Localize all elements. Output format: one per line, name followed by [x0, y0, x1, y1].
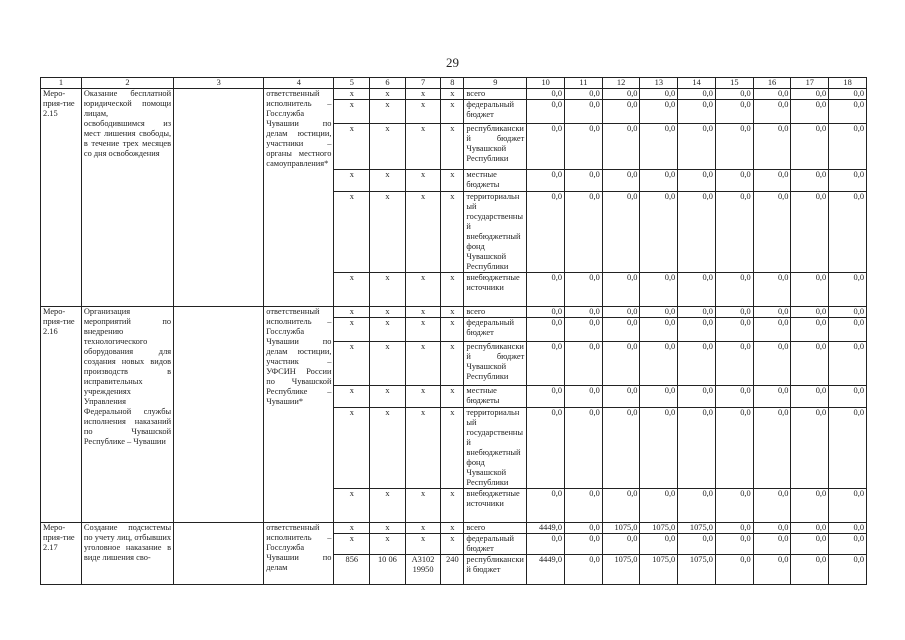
budget-code-cell: x [405, 318, 441, 342]
amount-cell: 0,0 [527, 408, 565, 489]
amount-cell: 0,0 [527, 170, 565, 192]
budget-code-cell: x [441, 192, 464, 273]
amount-cell: 0,0 [678, 192, 716, 273]
column-number: 12 [602, 78, 640, 89]
amount-cell: 0,0 [640, 307, 678, 318]
budget-code-cell: x [405, 489, 441, 523]
budget-code-cell: x [441, 489, 464, 523]
amount-cell: 0,0 [640, 273, 678, 307]
amount-cell: 0,0 [753, 124, 791, 170]
amount-cell: 0,0 [640, 534, 678, 555]
budget-code-cell: x [441, 386, 464, 408]
budget-code-cell: x [370, 124, 406, 170]
budget-code-cell: x [334, 100, 370, 124]
amount-cell: 0,0 [753, 342, 791, 386]
funding-source-cell: федеральный бюджет [464, 534, 527, 555]
amount-cell: 0,0 [527, 307, 565, 318]
amount-cell: 1075,0 [678, 523, 716, 534]
amount-cell: 0,0 [753, 534, 791, 555]
amount-cell: 0,0 [602, 534, 640, 555]
budget-code-cell: 856 [334, 555, 370, 585]
amount-cell: 0,0 [829, 386, 867, 408]
funding-source-cell: территориальный государственный внебюджетный фонд Чувашской Республики [464, 192, 527, 273]
activity-executor: ответственный исполнитель – Госслужба Чувашии по делам [264, 523, 334, 585]
amount-cell: 0,0 [715, 408, 753, 489]
amount-cell: 0,0 [565, 273, 603, 307]
budget-code-cell: x [370, 489, 406, 523]
budget-code-cell: x [405, 523, 441, 534]
amount-cell: 0,0 [791, 534, 829, 555]
program-activity-table [40, 77, 867, 585]
amount-cell: 0,0 [791, 408, 829, 489]
table-row [41, 89, 867, 100]
column-number: 5 [334, 78, 370, 89]
amount-cell: 0,0 [791, 489, 829, 523]
amount-cell: 0,0 [602, 100, 640, 124]
budget-code-cell: x [441, 89, 464, 100]
amount-cell: 0,0 [602, 124, 640, 170]
amount-cell: 0,0 [678, 318, 716, 342]
budget-code-cell: x [370, 386, 406, 408]
amount-cell: 4449,0 [527, 523, 565, 534]
budget-code-cell: x [334, 318, 370, 342]
amount-cell: 1075,0 [678, 555, 716, 585]
amount-cell: 0,0 [753, 408, 791, 489]
budget-code-cell: x [334, 386, 370, 408]
amount-cell: 0,0 [715, 124, 753, 170]
empty-column-3 [174, 523, 264, 585]
amount-cell: 0,0 [602, 342, 640, 386]
amount-cell: 0,0 [602, 192, 640, 273]
amount-cell: 0,0 [602, 307, 640, 318]
funding-source-cell: местные бюджеты [464, 170, 527, 192]
column-number: 4 [264, 78, 334, 89]
amount-cell: 0,0 [678, 89, 716, 100]
amount-cell: 0,0 [715, 273, 753, 307]
budget-code-cell: x [334, 342, 370, 386]
amount-cell: 0,0 [640, 124, 678, 170]
activity-name: Организация мероприятий по внедрению технологического оборудования для создания новых видов производств в исправительных учреждениях Управления Федеральной службы исполнения наказаний по Чувашской Республике – Чувашии [81, 307, 173, 523]
amount-cell: 0,0 [640, 89, 678, 100]
amount-cell: 0,0 [829, 100, 867, 124]
amount-cell: 0,0 [829, 342, 867, 386]
amount-cell: 0,0 [565, 523, 603, 534]
funding-source-cell: федеральный бюджет [464, 100, 527, 124]
column-number: 2 [81, 78, 173, 89]
budget-code-cell: x [334, 89, 370, 100]
column-number: 10 [527, 78, 565, 89]
column-number: 13 [640, 78, 678, 89]
amount-cell: 0,0 [829, 555, 867, 585]
amount-cell: 0,0 [753, 523, 791, 534]
amount-cell: 0,0 [527, 386, 565, 408]
budget-code-cell: x [370, 408, 406, 489]
amount-cell: 0,0 [753, 89, 791, 100]
budget-code-cell: x [405, 408, 441, 489]
amount-cell: 0,0 [678, 170, 716, 192]
amount-cell: 0,0 [640, 489, 678, 523]
budget-code-cell: x [405, 100, 441, 124]
budget-code-cell: x [370, 170, 406, 192]
budget-code-cell: x [370, 100, 406, 124]
column-number: 11 [565, 78, 603, 89]
amount-cell: 0,0 [678, 489, 716, 523]
amount-cell: 0,0 [753, 100, 791, 124]
table-row [41, 523, 867, 534]
amount-cell: 0,0 [715, 100, 753, 124]
activity-label: Меро-прия-тие 2.15 [41, 89, 82, 307]
budget-code-cell: 240 [441, 555, 464, 585]
amount-cell: 0,0 [791, 124, 829, 170]
amount-cell: 0,0 [791, 273, 829, 307]
amount-cell: 0,0 [678, 307, 716, 318]
budget-code-cell: x [441, 100, 464, 124]
budget-code-cell: x [405, 386, 441, 408]
amount-cell: 0,0 [527, 342, 565, 386]
amount-cell: 0,0 [791, 318, 829, 342]
activity-label: Меро-прия-тие 2.16 [41, 307, 82, 523]
activity-name: Оказание бесплатной юридической помощи лицам, освободившимся из мест лишения свободы, в течение трех месяцев со дня освобождения [81, 89, 173, 307]
budget-code-cell: x [441, 523, 464, 534]
amount-cell: 0,0 [640, 100, 678, 124]
amount-cell: 0,0 [715, 89, 753, 100]
amount-cell: 0,0 [753, 555, 791, 585]
budget-code-cell: x [370, 318, 406, 342]
funding-source-cell: местные бюджеты [464, 386, 527, 408]
amount-cell: 0,0 [565, 408, 603, 489]
amount-cell: 0,0 [829, 124, 867, 170]
amount-cell: 0,0 [565, 534, 603, 555]
amount-cell: 0,0 [753, 273, 791, 307]
amount-cell: 0,0 [565, 386, 603, 408]
column-number: 8 [441, 78, 464, 89]
amount-cell: 0,0 [527, 489, 565, 523]
amount-cell: 0,0 [829, 523, 867, 534]
budget-code-cell: x [370, 342, 406, 386]
table-body [41, 78, 867, 585]
amount-cell: 0,0 [602, 170, 640, 192]
budget-code-cell: x [334, 307, 370, 318]
amount-cell: 0,0 [565, 342, 603, 386]
amount-cell: 0,0 [791, 89, 829, 100]
amount-cell: 0,0 [602, 89, 640, 100]
budget-code-cell: x [405, 307, 441, 318]
amount-cell: 0,0 [791, 555, 829, 585]
amount-cell: 0,0 [791, 342, 829, 386]
amount-cell: 0,0 [640, 170, 678, 192]
amount-cell: 0,0 [678, 273, 716, 307]
budget-code-cell: x [370, 192, 406, 273]
amount-cell: 0,0 [753, 192, 791, 273]
column-number: 9 [464, 78, 527, 89]
funding-source-cell: территориальный государственный внебюджетный фонд Чувашской Республики [464, 408, 527, 489]
funding-source-cell: всего [464, 523, 527, 534]
budget-code-cell: 10 06 [370, 555, 406, 585]
amount-cell: 1075,0 [602, 523, 640, 534]
empty-column-3 [174, 89, 264, 307]
amount-cell: 0,0 [565, 124, 603, 170]
budget-code-cell: x [334, 408, 370, 489]
amount-cell: 0,0 [565, 489, 603, 523]
amount-cell: 0,0 [527, 534, 565, 555]
activity-executor: ответственный исполнитель – Госслужба Чувашии по делам юстиции, участники – органы местного самоуправления* [264, 89, 334, 307]
column-number: 17 [791, 78, 829, 89]
budget-code-cell: x [441, 170, 464, 192]
amount-cell: 0,0 [753, 170, 791, 192]
amount-cell: 0,0 [678, 100, 716, 124]
amount-cell: 0,0 [602, 386, 640, 408]
budget-code-cell: x [370, 273, 406, 307]
activity-executor: ответственный исполнитель – Госслужба Чувашии по делам юстиции, участник – УФСИН России по Чувашской Республике – Чувашии* [264, 307, 334, 523]
amount-cell: 0,0 [565, 192, 603, 273]
funding-source-cell: внебюджетные источники [464, 273, 527, 307]
budget-code-cell: x [405, 170, 441, 192]
amount-cell: 0,0 [715, 386, 753, 408]
budget-code-cell: x [405, 192, 441, 273]
amount-cell: 0,0 [527, 124, 565, 170]
amount-cell: 0,0 [565, 100, 603, 124]
amount-cell: 1075,0 [640, 555, 678, 585]
funding-source-cell: всего [464, 89, 527, 100]
amount-cell: 0,0 [753, 386, 791, 408]
amount-cell: 0,0 [565, 307, 603, 318]
amount-cell: 1075,0 [602, 555, 640, 585]
amount-cell: 0,0 [791, 100, 829, 124]
amount-cell: 0,0 [753, 318, 791, 342]
amount-cell: 0,0 [715, 307, 753, 318]
amount-cell: 0,0 [678, 342, 716, 386]
amount-cell: 0,0 [602, 489, 640, 523]
amount-cell: 0,0 [753, 307, 791, 318]
budget-code-cell: x [441, 307, 464, 318]
amount-cell: 0,0 [640, 318, 678, 342]
amount-cell: 0,0 [678, 534, 716, 555]
amount-cell: 0,0 [678, 408, 716, 489]
amount-cell: 0,0 [640, 386, 678, 408]
column-number: 16 [753, 78, 791, 89]
amount-cell: 0,0 [527, 273, 565, 307]
budget-code-cell: x [441, 318, 464, 342]
amount-cell: 0,0 [791, 170, 829, 192]
budget-code-cell: А3102 19950 [405, 555, 441, 585]
amount-cell: 0,0 [829, 489, 867, 523]
amount-cell: 0,0 [565, 555, 603, 585]
budget-code-cell: x [441, 124, 464, 170]
budget-code-cell: x [441, 408, 464, 489]
amount-cell: 0,0 [829, 192, 867, 273]
amount-cell: 0,0 [715, 555, 753, 585]
amount-cell: 0,0 [715, 523, 753, 534]
amount-cell: 0,0 [715, 342, 753, 386]
amount-cell: 0,0 [715, 192, 753, 273]
amount-cell: 0,0 [829, 89, 867, 100]
budget-code-cell: x [334, 523, 370, 534]
amount-cell: 0,0 [753, 489, 791, 523]
amount-cell: 0,0 [602, 408, 640, 489]
amount-cell: 0,0 [715, 489, 753, 523]
budget-code-cell: x [334, 192, 370, 273]
amount-cell: 0,0 [829, 534, 867, 555]
amount-cell: 0,0 [829, 170, 867, 192]
budget-code-cell: x [370, 523, 406, 534]
amount-cell: 0,0 [527, 318, 565, 342]
amount-cell: 0,0 [791, 523, 829, 534]
funding-source-cell: всего [464, 307, 527, 318]
amount-cell: 0,0 [715, 170, 753, 192]
amount-cell: 0,0 [602, 318, 640, 342]
amount-cell: 0,0 [640, 192, 678, 273]
activity-label: Меро-прия-тие 2.17 [41, 523, 82, 585]
amount-cell: 0,0 [565, 89, 603, 100]
budget-code-cell: x [334, 489, 370, 523]
budget-code-cell: x [334, 273, 370, 307]
budget-code-cell: x [370, 89, 406, 100]
budget-code-cell: x [441, 534, 464, 555]
amount-cell: 0,0 [678, 386, 716, 408]
amount-cell: 0,0 [715, 318, 753, 342]
amount-cell: 0,0 [527, 192, 565, 273]
empty-column-3 [174, 307, 264, 523]
funding-source-cell: республиканский бюджет Чувашской Республики [464, 124, 527, 170]
column-number: 18 [829, 78, 867, 89]
budget-code-cell: x [334, 534, 370, 555]
funding-source-cell: республиканский бюджет [464, 555, 527, 585]
budget-code-cell: x [405, 124, 441, 170]
column-number: 15 [715, 78, 753, 89]
page-number: 29 [446, 55, 459, 70]
amount-cell: 0,0 [565, 318, 603, 342]
budget-code-cell: x [370, 307, 406, 318]
amount-cell: 0,0 [791, 386, 829, 408]
amount-cell: 0,0 [829, 408, 867, 489]
amount-cell: 0,0 [527, 89, 565, 100]
amount-cell: 0,0 [678, 124, 716, 170]
column-number: 1 [41, 78, 82, 89]
column-number-row [41, 78, 867, 89]
amount-cell: 0,0 [715, 534, 753, 555]
amount-cell: 0,0 [829, 318, 867, 342]
column-number: 3 [174, 78, 264, 89]
amount-cell: 0,0 [640, 408, 678, 489]
amount-cell: 0,0 [640, 342, 678, 386]
activity-name: Создание подсистемы по учету лиц, отбывших уголовное наказание в виде лишения сво- [81, 523, 173, 585]
budget-code-cell: x [334, 170, 370, 192]
budget-code-cell: x [370, 534, 406, 555]
budget-code-cell: x [405, 342, 441, 386]
budget-code-cell: x [405, 534, 441, 555]
amount-cell: 0,0 [527, 100, 565, 124]
amount-cell: 0,0 [829, 307, 867, 318]
funding-source-cell: республиканский бюджет Чувашской Республики [464, 342, 527, 386]
funding-source-cell: федеральный бюджет [464, 318, 527, 342]
budget-code-cell: x [441, 342, 464, 386]
column-number: 6 [370, 78, 406, 89]
amount-cell: 4449,0 [527, 555, 565, 585]
funding-source-cell: внебюджетные источники [464, 489, 527, 523]
column-number: 14 [678, 78, 716, 89]
amount-cell: 0,0 [565, 170, 603, 192]
amount-cell: 1075,0 [640, 523, 678, 534]
amount-cell: 0,0 [829, 273, 867, 307]
column-number: 7 [405, 78, 441, 89]
amount-cell: 0,0 [791, 307, 829, 318]
amount-cell: 0,0 [602, 273, 640, 307]
budget-code-cell: x [405, 273, 441, 307]
budget-code-cell: x [334, 124, 370, 170]
budget-code-cell: x [405, 89, 441, 100]
table-row [41, 307, 867, 318]
budget-code-cell: x [441, 273, 464, 307]
amount-cell: 0,0 [791, 192, 829, 273]
